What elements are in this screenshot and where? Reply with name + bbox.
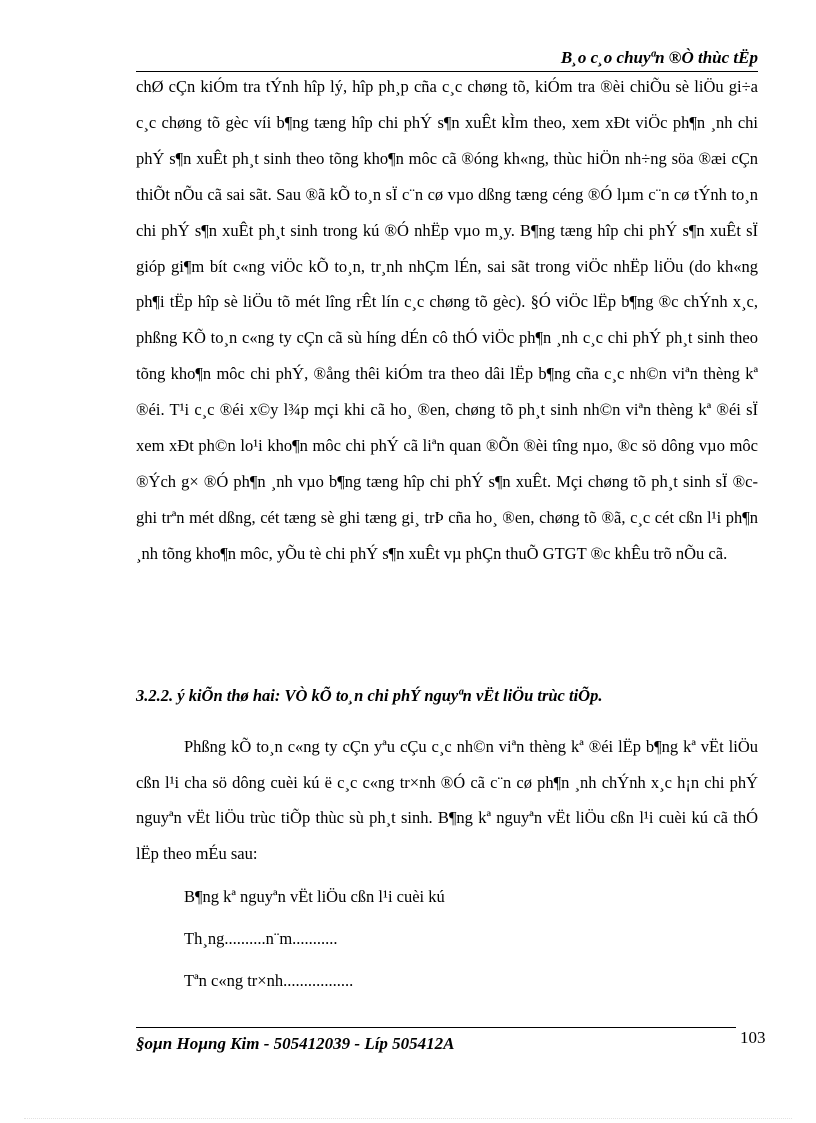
form-month-line: Th¸ng..........n¨m...........: [184, 929, 338, 948]
section-heading: 3.2.2. ý kiÕn thø hai: VÒ kÕ to¸n chi phÝ nguyªn vËt liÖu trùc tiÕp.: [136, 686, 603, 705]
form-title: B¶ng kª nguyªn vËt liÖu cßn l¹i cuèi kú: [184, 887, 445, 906]
section-paragraph: Phßng kÕ to¸n c«ng ty cÇn yªu cÇu c¸c nh©n viªn thèng kª ®éi lËp b¶ng kª vËt liÖu cßn l¹i cha sö dông cuèi kú ë c¸c c«ng tr×nh ®Ó cã c¨n cø ph¶n ¸nh chÝnh x¸c h¡n chi phÝ nguyªn vËt liÖu trùc tiÕp thùc sù ph¸t sinh. B¶ng kª nguyªn vËt liÖu cßn l¹i cuèi kú cã thÓ lËp theo mÉu sau:: [136, 737, 758, 863]
form-project-line: Tªn c«ng tr×nh.................: [184, 971, 354, 990]
page-number: 103: [740, 1028, 766, 1047]
bottom-divider: [24, 1118, 792, 1119]
section-body: [136, 729, 758, 871]
footer-rule: [136, 1027, 736, 1028]
header-title: B¸o c¸o chuyªn ®Ò thùc tËp: [560, 48, 758, 67]
footer-author: §oµn Hoµng Kim - 505412039 - Líp 505412A: [136, 1034, 455, 1053]
paragraph-continued: chØ cÇn kiÓm tra tÝnh hîp lý, hîp ph¸p cña c¸c chøng tõ, kiÓm tra ®èi chiÕu sè liÖu gi÷a c¸c chøng tõ gèc víi b¶ng tæng hîp chi phÝ s¶n xuÊt kÌm theo, xem xÐt viÖc ph¶n ¸nh chi phÝ s¶n xuÊt ph¸t sinh theo tõng kho¶n môc cã ®óng kh«ng, thùc hiÖn nh÷ng söa ®æi cÇn thiÕt nÕu cã sai sãt. Sau ®ã kÕ to¸n sÏ c¨n cø vµo dßng tæng céng ®Ó lµm c¨n cø tÝnh to¸n chi phÝ s¶n xuÊt ph¸t sinh trong kú ®Ó nhËp vµo m¸y. B¶ng tæng hîp chi phÝ s¶n xuÊt sÏ gióp gi¶m bít c«ng viÖc kÕ to¸n, tr¸nh nhÇm lÉn, sai sãt trong viÖc nhËp liÖu (do kh«ng ph¶i tËp hîp sè liÖu tõ mét lîng rÊt lín c¸c chøng tõ gèc). §Ó viÖc lËp b¶ng ®c chÝnh x¸c, phßng KÕ to¸n c«ng ty cÇn cã sù híng dÉn cô thÓ viÖc ph¶n ¸nh c¸c chi phÝ ph¸t sinh theo tõng kho¶n môc chi phÝ, ®ång thêi kiÓm tra theo dâi lËp b¶ng cña c¸c nh©n viªn thèng kª ®éi. T¹i c¸c ®éi x©y l¾p mçi khi cã ho¸ ®en, chøng tõ ph¸t sinh nh©n viªn thèng kª ®éi sÏ xem xÐt ph©n lo¹i kho¶n môc chi phÝ cã liªn quan ®Õn ®èi tîng nµo, ®c sö dông vµo môc ®Ých g× ®Ó ph¶n ¸nh vµo b¶ng tæng hîp chi phÝ s¶n xuÊt. Mçi chøng tõ ph¸t sinh sÏ ®c ghi trªn mét dßng, cét tæng sè ghi tæng gi¸ trÞ cña ho¸ ®en, chøng tõ ®ã, c¸c cét cßn l¹i ph¶n ¸nh tõng kho¶n môc, yÕu tè chi phÝ s¶n xuÊt vµ phÇn thuÕ GTGT ®c khÊu trõ nÕu cã.: [136, 77, 758, 563]
body-text: [136, 69, 758, 572]
